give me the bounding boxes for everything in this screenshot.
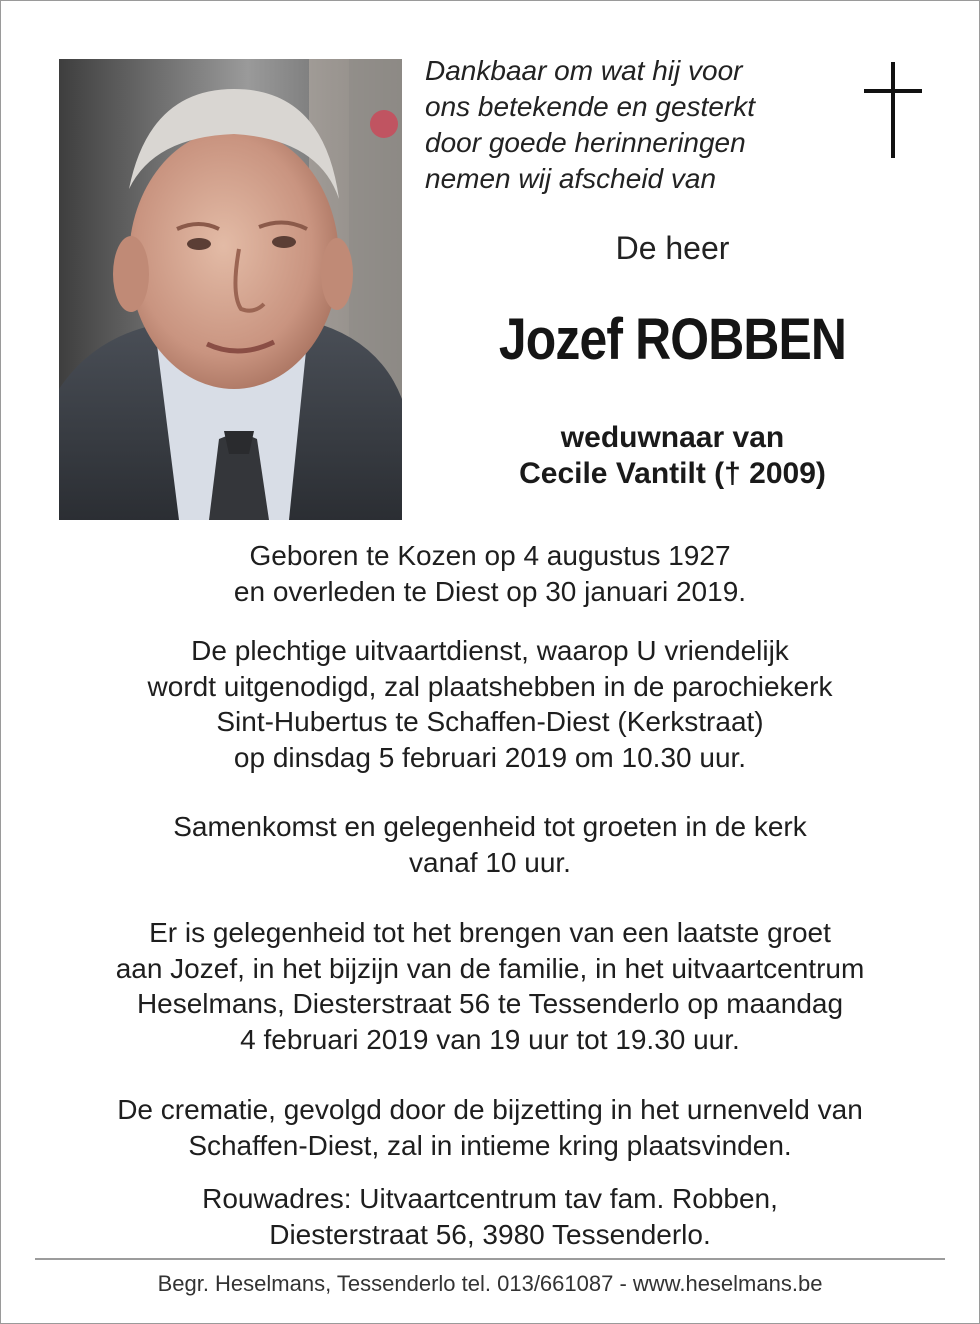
paragraph-line: Heselmans, Diesterstraat 56 te Tessenderlo op maandag (136, 988, 844, 1019)
honorific: De heer (615, 230, 730, 266)
birth-death-paragraph (20, 538, 960, 609)
address-paragraph (20, 1181, 960, 1252)
paragraph-line: Schaffen-Diest, zal in intieme kring plaatsvinden. (188, 1129, 792, 1161)
paragraph-line: De crematie, gevolgd door de bijzetting in het urnenveld van (117, 1094, 863, 1125)
paragraph-line: wordt uitgenodigd, zal plaatshebben in de parochiekerk (147, 670, 833, 702)
paragraph-line: Samenkomst en gelegenheid tot groeten in de kerk (173, 811, 807, 842)
widow-line: weduwnaar van (560, 421, 785, 454)
paragraph-line: De plechtige uitvaartdienst, waarop U vriendelijk (191, 635, 789, 666)
gathering-paragraph (20, 809, 960, 880)
widow-info (420, 420, 925, 492)
farewell-paragraph (20, 915, 960, 1057)
paragraph-line: Er is gelegenheid tot het brengen van een laatste groet (149, 917, 831, 948)
intro-line: nemen wij afscheid van (425, 163, 717, 194)
paragraph-line: 4 februari 2019 van 19 uur tot 19.30 uur. (240, 1023, 740, 1055)
widow-line: Cecile Vantilt († 2009) (519, 457, 826, 490)
intro-line: door goede herinneringen (425, 127, 746, 158)
intro-line: ons betekende en gesterkt (425, 91, 756, 122)
paragraph-line: Rouwadres: Uitvaartcentrum tav fam. Robben, (202, 1183, 778, 1214)
paragraph-line: Diesterstraat 56, 3980 Tessenderlo. (269, 1218, 711, 1250)
intro-line: Dankbaar om wat hij voor (425, 55, 743, 86)
paragraph-line: aan Jozef, in het bijzijn van de familie, in het uitvaartcentrum (115, 952, 865, 984)
cross-icon (864, 62, 922, 158)
funeral-home-footer: Begr. Heselmans, Tessenderlo tel. 013/661087 - www.heselmans.be (157, 1271, 823, 1296)
footer-divider (35, 1258, 945, 1260)
paragraph-line: Geboren te Kozen op 4 augustus 1927 (249, 540, 731, 571)
paragraph-line: vanaf 10 uur. (409, 846, 571, 878)
cremation-paragraph (20, 1092, 960, 1163)
portrait-photo (59, 59, 402, 520)
paragraph-line: en overleden te Diest op 30 januari 2019. (233, 575, 747, 607)
paragraph-line: Sint-Hubertus te Schaffen-Diest (Kerkstraat) (216, 706, 764, 737)
service-paragraph (20, 633, 960, 775)
deceased-name: Jozef ROBBEN (498, 307, 847, 372)
intro-text (425, 53, 855, 197)
paragraph-line: op dinsdag 5 februari 2019 om 10.30 uur. (233, 741, 747, 773)
